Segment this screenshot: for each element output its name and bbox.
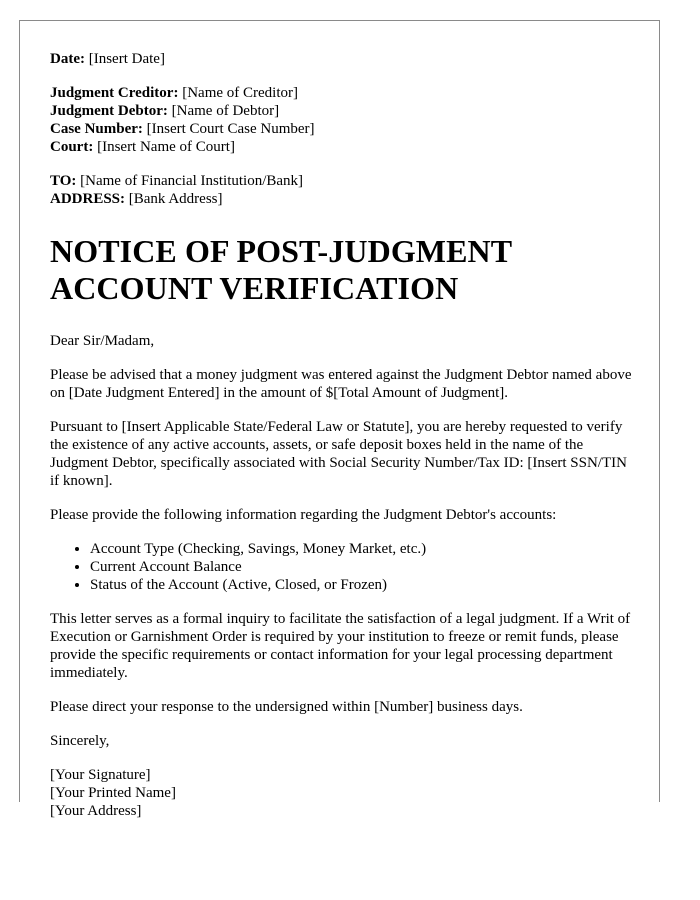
to-label: TO: — [50, 173, 77, 189]
court-line — [50, 138, 635, 156]
creditor-value: [Name of Creditor] — [182, 85, 299, 101]
debtor-value: [Name of Debtor] — [171, 103, 280, 119]
date-label: Date: — [50, 51, 85, 67]
letter-page — [19, 20, 660, 819]
list-item: • Status of the Account (Active, Closed, or Frozen) — [90, 576, 635, 594]
printed-name-line: [Your Printed Name] — [50, 785, 176, 801]
debtor-label: Judgment Debtor: — [50, 103, 168, 119]
paragraph-judgment: Please be advised that a money judgment was entered against the Judgment Debtor named above on [Date Judgment Entered] in the amount of $[Total Amount of Judgment]. — [50, 367, 632, 401]
creditor-label: Judgment Creditor: — [50, 85, 179, 101]
signature-block — [50, 766, 635, 820]
salutation: Dear Sir/Madam, — [50, 333, 155, 349]
document-title: NOTICE OF POST-JUDGMENT ACCOUNT VERIFICATION — [50, 233, 512, 306]
address-label: ADDRESS: — [50, 191, 126, 207]
case-info-block — [50, 84, 635, 156]
paragraph-request: Pursuant to [Insert Applicable State/Federal Law or Statute], you are hereby requested to verify the existence of any active accounts, assets, or safe deposit boxes held in the name of the Judgment Debtor, specifically associated with Social Security Number/Tax ID: [Insert SSN/TIN if known]. — [50, 419, 627, 489]
creditor-line — [50, 84, 635, 102]
case-number-line — [50, 120, 635, 138]
address-line — [50, 190, 635, 208]
debtor-line — [50, 102, 635, 120]
info-list — [50, 540, 635, 594]
sender-address-line: [Your Address] — [50, 803, 142, 819]
signature-line: [Your Signature] — [50, 767, 151, 783]
paragraph-info-request: Please provide the following information regarding the Judgment Debtor's accounts: — [50, 507, 557, 523]
date-value: [Insert Date] — [88, 51, 165, 67]
court-value: [Insert Name of Court] — [97, 139, 235, 155]
paragraph-response: Please direct your response to the undersigned within [Number] business days. — [50, 699, 523, 715]
date-block — [50, 50, 635, 68]
case-number-value: [Insert Court Case Number] — [146, 121, 315, 137]
date-line — [50, 50, 635, 68]
to-value: [Name of Financial Institution/Bank] — [80, 173, 304, 189]
court-label: Court: — [50, 139, 94, 155]
list-item: • Account Type (Checking, Savings, Money Market, etc.) — [90, 540, 635, 558]
address-value: [Bank Address] — [128, 191, 223, 207]
recipient-block — [50, 172, 635, 208]
letter-content — [50, 50, 635, 820]
closing: Sincerely, — [50, 733, 110, 749]
to-line — [50, 172, 635, 190]
case-number-label: Case Number: — [50, 121, 143, 137]
paragraph-inquiry: This letter serves as a formal inquiry to facilitate the satisfaction of a legal judgment. If a Writ of Execution or Garnishment Order is required by your institution to freeze or remit funds, please provide the specific requirements or contact information for your legal processing department immediately. — [50, 611, 631, 681]
list-item: • Current Account Balance — [90, 558, 635, 576]
